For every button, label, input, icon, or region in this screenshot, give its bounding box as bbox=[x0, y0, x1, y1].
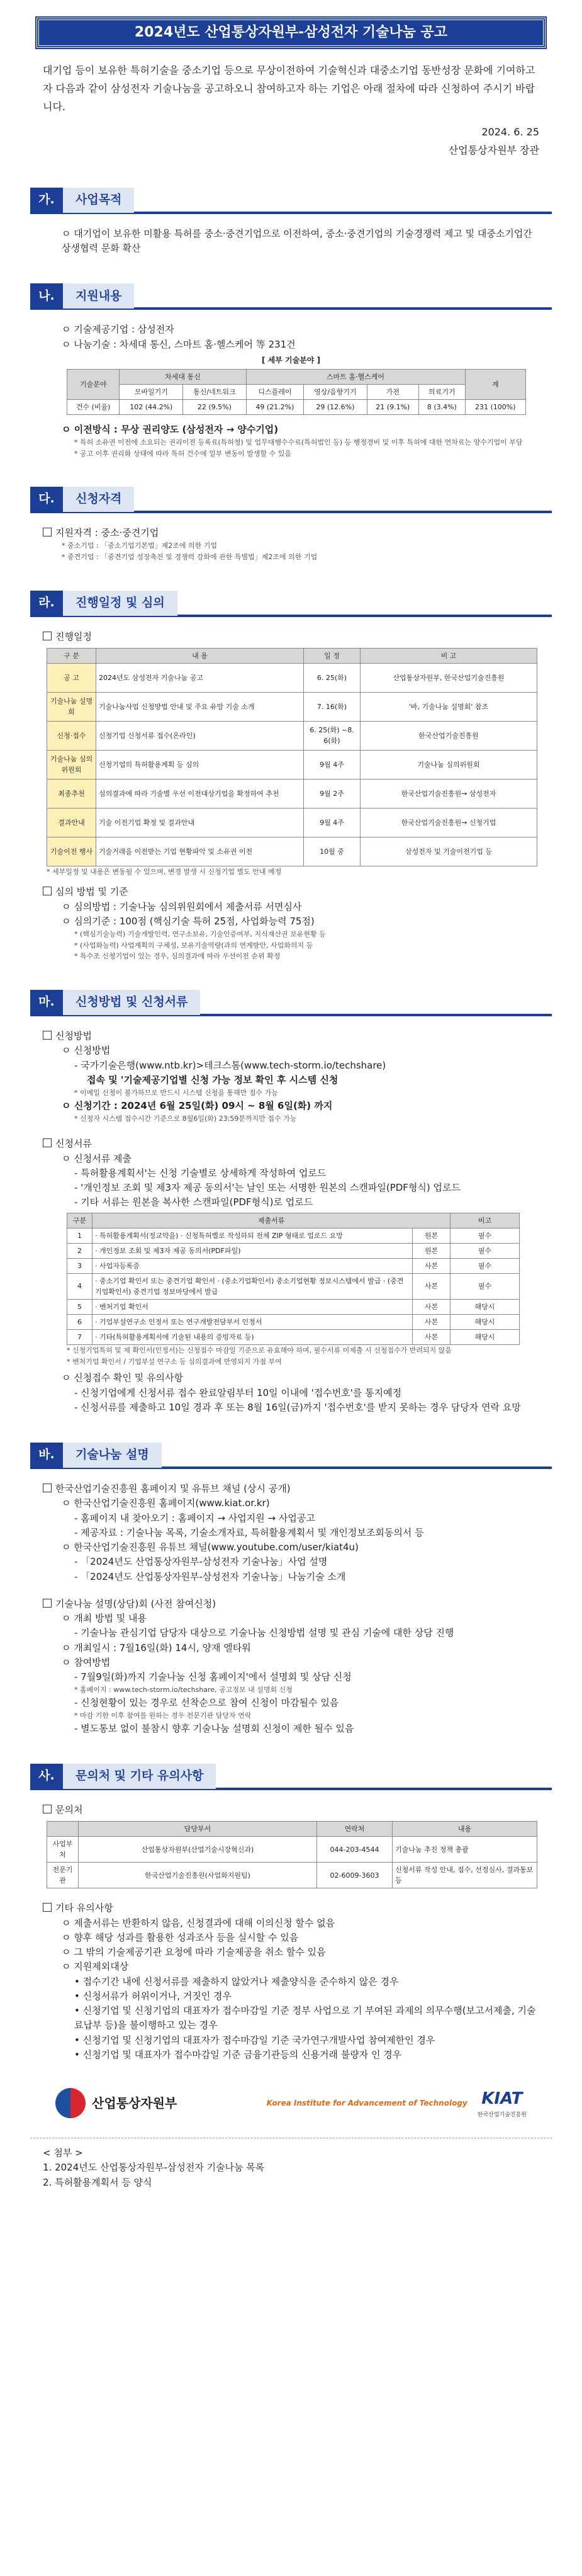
eligibility-note: * 중소기업 : 「중소기업기본법」제2조에 의한 기업 bbox=[62, 542, 217, 550]
section-number: 마. bbox=[30, 990, 63, 1015]
section-briefing bbox=[30, 1444, 552, 1469]
review-item: ㅇ 심의방법 : 기술나눔 심의위원회에서 제출서류 서면심사 bbox=[62, 900, 302, 912]
doc-name: · 기업부설연구소 인정서 또는 연구개발전담부서 인정서 bbox=[92, 1315, 413, 1330]
step-label: 기술나눔 설명회 bbox=[47, 692, 96, 721]
th-cell: 내용 bbox=[393, 1822, 537, 1837]
section-number: 가. bbox=[30, 188, 63, 213]
section-label: 신청방법 및 신청서류 bbox=[63, 990, 200, 1015]
caution-item: ㅇ 향후 해당 성과를 활용한 성과조사 등을 실시할 수 있음 bbox=[62, 1931, 299, 1943]
caution-item: • 신청기업 및 신청기업의 대표자가 접수마감일 기준 정부 사업으로 기 부여된 과제의 의무수행(보고서제출, 기술료납부 등)을 불이행하고 있는 경우 bbox=[74, 2005, 536, 2031]
doc-req: 해당시 bbox=[450, 1330, 520, 1345]
th-total: 계 bbox=[465, 369, 525, 399]
th-sub: 모바일기기 bbox=[120, 384, 183, 399]
kiat-logo bbox=[267, 2086, 527, 2120]
doc-req: 해당시 bbox=[450, 1299, 520, 1314]
section-label: 신청자격 bbox=[63, 487, 134, 512]
kiat-slogan: Korea Institute for Advancement of Technology bbox=[266, 2098, 467, 2108]
th-sub: 영상/음향기기 bbox=[304, 384, 367, 399]
transfer-line: ㅇ 이전방식 : 무상 권리양도 (삼성전자 → 양수기업) bbox=[62, 423, 279, 435]
section-schedule bbox=[30, 592, 552, 617]
signer: 산업통상자원부 장관 bbox=[448, 144, 539, 157]
doc-type: 원본 bbox=[413, 1228, 450, 1243]
section-label: 문의처 및 기타 유의사항 bbox=[63, 1764, 216, 1789]
step-note: 삼성전자 및 기술이전기업 등 bbox=[361, 837, 537, 866]
doc-name: · 중소기업 확인서 또는 중견기업 확인서 · (중소기업확인서) 중소기업현황 정보시스템에서 발급 · (중견기업확인서) 중견기업 정보마당에서 발급 bbox=[92, 1273, 413, 1299]
section-number: 다. bbox=[30, 487, 63, 512]
doc-name: · 특허활용계획서(정교약을) · 신청특허별로 작성하되 전체 ZIP 형태로 업로드 요망 bbox=[92, 1228, 413, 1243]
section-number: 바. bbox=[30, 1443, 63, 1468]
step-date: 6. 25(화) ~8. 6(화) bbox=[304, 721, 361, 750]
seminar-item: - 7월9일(화)까지 기술나눔 신청 홈페이지'에서 설명회 및 상담 신청 bbox=[74, 1671, 352, 1683]
contact-type: 전문기관 bbox=[47, 1863, 79, 1888]
schedule-table bbox=[47, 648, 537, 866]
kiat-wordmark: KIAT bbox=[481, 2089, 523, 2109]
th-cell: 비고 bbox=[450, 1213, 520, 1228]
seminar-item: - 기술나눔 관심기업 담당자 대상으로 기술나눔 신청방법 설명 및 관심 기술에 대한 상담 진행 bbox=[74, 1627, 454, 1639]
support-note: * 특허 소유권 이전에 소요되는 권리이전 등록료(특허청) 및 업무대행수수료(특허법인 등) 등 행정경비 및 이후 특허에 대한 연차료는 양수기업이 부담 bbox=[74, 438, 523, 446]
step-date: 7. 16(화) bbox=[304, 692, 361, 721]
step-note: 기술나눔 심의위원회 bbox=[361, 750, 537, 779]
th-nextgen: 차세대 통신 bbox=[120, 369, 246, 384]
docs-submit: ㅇ 신청서류 제출 bbox=[62, 1152, 132, 1164]
step-note: 산업통상자원부, 한국산업기술진흥원 bbox=[361, 663, 537, 692]
doc-no: 2 bbox=[67, 1243, 92, 1258]
square-bullet-icon bbox=[43, 528, 52, 536]
receipt-head: ㅇ 신청접수 확인 및 유의사항 bbox=[62, 1372, 183, 1384]
step-label: 신청·접수 bbox=[47, 721, 96, 750]
briefing-item: ㅇ 한국산업기술진흥원 홈페이지(www.kiat.or.kr) bbox=[62, 1497, 270, 1509]
section-number: 사. bbox=[30, 1764, 63, 1789]
section-label: 사업목적 bbox=[63, 188, 134, 213]
contact-dept: 산업통상자원부(산업기술시장혁신과) bbox=[79, 1837, 317, 1863]
attach-head: < 첨부 > bbox=[43, 2147, 83, 2159]
caution-item: ㅇ 지원제외대상 bbox=[62, 1961, 129, 1973]
purpose-text: ㅇ 대기업이 보유한 미활용 특허를 중소·중견기업으로 이전하여, 중소·중견기업의 기술경쟁력 제고 및 대중소기업간 상생협력 문화 확산 bbox=[62, 227, 532, 254]
review-note: * (사업화능력) 사업계획의 구체성, 보유기술역량(과의 연계방안, 사업화의지 등 bbox=[74, 941, 313, 950]
contact-type: 사업부처 bbox=[47, 1837, 79, 1863]
donor-line: ㅇ 기술제공기업 : 삼성전자 bbox=[62, 324, 174, 336]
receipt-item: - 신청기업에게 신청서류 접수 완료알림부터 10일 이내에 '접수번호'를 통지예정 bbox=[74, 1387, 402, 1399]
eligibility-note: * 중견기업 : 「중견기업 성장촉진 및 경쟁력 강화에 관한 특별법」제2조에 의한 기업 bbox=[62, 553, 318, 561]
th-cell: 구 분 bbox=[47, 648, 96, 663]
doc-name: · 기타(특허활용계획서에 기술된 내용의 증빙자료 등) bbox=[92, 1330, 413, 1345]
contact-phone[interactable]: 044-203-4544 bbox=[317, 1837, 393, 1863]
doc-type: 사본 bbox=[413, 1315, 450, 1330]
caution-item: • 신청서류가 허위이거나, 거짓인 경우 bbox=[74, 1990, 232, 2002]
count-cell: 102 (44.2%) bbox=[120, 399, 183, 414]
step-content: 기술나눔사업 신청방법 안내 및 주요 유망 기술 소개 bbox=[96, 692, 304, 721]
row-label: 건수 (비율) bbox=[67, 399, 120, 414]
step-label: 최종추천 bbox=[47, 779, 96, 808]
square-bullet-icon bbox=[43, 1484, 52, 1492]
th-cell: 내 용 bbox=[96, 648, 304, 663]
th-field: 기술분야 bbox=[67, 369, 120, 399]
th-cell: 비 고 bbox=[361, 648, 537, 663]
briefing-item: - 제공자료 : 기술나눔 목록, 기술소개자료, 특허활용계획서 및 개인정보조회동의서 등 bbox=[74, 1526, 424, 1538]
doc-req: 필수 bbox=[450, 1228, 520, 1243]
apply-method: ㅇ 신청방법 bbox=[62, 1045, 111, 1057]
square-bullet-icon bbox=[43, 1805, 52, 1813]
square-bullet-icon bbox=[43, 887, 52, 895]
docs-table bbox=[67, 1213, 520, 1345]
doc-req: 필수 bbox=[450, 1258, 520, 1273]
kiat-subname: 한국산업기술진흥원 bbox=[477, 2112, 527, 2119]
th-cell: 일 정 bbox=[304, 648, 361, 663]
apply-system-text: 접속 및 '기술제공기업별 신청 가능 정보 확인 후 시스템 신청 bbox=[87, 1074, 339, 1086]
contact-phone[interactable]: 02-6009-3603 bbox=[317, 1863, 393, 1888]
section-number: 나. bbox=[30, 283, 63, 309]
seminar-item: ㅇ 개최 방법 및 내용 bbox=[62, 1613, 147, 1625]
square-bullet-icon bbox=[43, 632, 52, 640]
briefing-item: - 홈페이지 내 찾아오기 : 홈페이지 → 사업지원 → 사업공고 bbox=[74, 1512, 315, 1524]
review-note: * (핵심기술능력) 기술개발인력, 연구소보유, 기술인증여부, 지식재산권 보유현황 등 bbox=[74, 930, 326, 939]
count-cell: 8 (3.4%) bbox=[419, 399, 465, 414]
step-label: 결과안내 bbox=[47, 808, 96, 837]
contact-head: 문의처 bbox=[43, 1803, 564, 1817]
step-content: 기술 이전기업 확정 및 결과안내 bbox=[96, 808, 304, 837]
review-note: * 특수조 신청기업이 있는 경우, 심의결과에 따라 우선이전 순위 확정 bbox=[74, 952, 281, 961]
seminar-item: - 별도통보 없이 불참시 향후 기술나눔 설명회 신청이 제한 될수 있음 bbox=[74, 1722, 354, 1734]
step-note: 한국산업기술진흥원→ 삼성전자 bbox=[361, 779, 537, 808]
th-cell: 담당부서 bbox=[79, 1822, 317, 1837]
section-label: 기술나눔 설명 bbox=[63, 1443, 162, 1468]
docs-note: * 신청기업특허 및 제 확인서(인정서)는 신청접수 마감일 기준으로 유효해야 하며, 필수서류 미제출 시 신청접수가 반려되지 않음 bbox=[67, 1346, 452, 1355]
step-content: 2024년도 삼성전자 기술나눔 공고 bbox=[96, 663, 304, 692]
schedule-head: 진행일정 bbox=[43, 630, 564, 644]
apply-period: ㅇ 신청기간 : 2024년 6월 25일(화) 09시 ~ 8월 6일(화) 까지 bbox=[62, 1099, 333, 1111]
caution-item: • 신청기업 및 신청기업의 대표자가 접수마감일 기준 국가연구개발사업 참여제한인 경우 bbox=[74, 2034, 435, 2046]
step-date: 9월 4주 bbox=[304, 808, 361, 837]
step-label: 기술이전 행사 bbox=[47, 837, 96, 866]
doc-name: · 사업자등록증 bbox=[92, 1258, 413, 1273]
doc-no: 1 bbox=[67, 1228, 92, 1243]
square-bullet-icon bbox=[43, 1138, 52, 1147]
step-date: 9월 4주 bbox=[304, 750, 361, 779]
section-label: 진행일정 및 심의 bbox=[63, 591, 177, 616]
footer-logos bbox=[55, 2081, 527, 2125]
caution-item: • 신청기업 및 대표자가 접수마감일 기준 금융기관등의 신용거래 불량자 인 경우 bbox=[74, 2048, 402, 2060]
briefing-item: - 「2024년도 산업통상자원부-삼성전자 기술나눔」사업 설명 bbox=[74, 1556, 328, 1568]
briefing-item: - 「2024년도 산업통상자원부-삼성전자 기술나눔」나눔기술 소개 bbox=[74, 1570, 346, 1582]
apply-note: * 이메일 신청이 불가하므로 반드시 시스템 신청을 통해만 접수 가능 bbox=[74, 1089, 278, 1098]
step-content: 기술거래을 이전받는 기업 현황파악 및 소유권 이전 bbox=[96, 837, 304, 866]
doc-no: 4 bbox=[67, 1273, 92, 1299]
doc-no: 5 bbox=[67, 1299, 92, 1314]
tech-table-title: [ 세부 기술분야 ] bbox=[261, 355, 321, 365]
section-number: 라. bbox=[30, 591, 63, 616]
taegeuk-icon bbox=[55, 2088, 86, 2118]
ministry-logo bbox=[55, 2088, 177, 2118]
docs-head: 신청서류 bbox=[43, 1137, 564, 1151]
section-purpose bbox=[30, 189, 552, 214]
step-note: 한국산업기술진흥원 bbox=[361, 721, 537, 750]
th-sub: 가전 bbox=[367, 384, 419, 399]
contact-desc: 기술나눔 추진 정책 총괄 bbox=[393, 1837, 537, 1863]
doc-req: 해당시 bbox=[450, 1315, 520, 1330]
apply-link-text[interactable]: - 국가기술은행(www.ntb.kr)>테크스톰(www.tech-storm.io/techshare) bbox=[74, 1059, 386, 1071]
briefing-item: ㅇ 한국산업기술진흥원 유튜브 채널(www.youtube.com/user/kiat4u) bbox=[62, 1541, 359, 1553]
doc-type: 사본 bbox=[413, 1273, 450, 1299]
attach-item: 1. 2024년도 산업통상자원부-삼성전자 기술나눔 목록 bbox=[43, 2162, 265, 2174]
count-cell: 21 (9.1%) bbox=[367, 399, 419, 414]
doc-no: 3 bbox=[67, 1258, 92, 1273]
caution-item: • 접수기간 내에 신청서류를 제출하지 않았거나 제출양식을 준수하지 않은 경우 bbox=[74, 1975, 399, 1987]
seminar-item: - 신청현황이 있는 경우로 선착순으로 참여 신청이 마감될수 있음 bbox=[74, 1696, 339, 1708]
th-sub: 의료기기 bbox=[419, 384, 465, 399]
doc-no: 7 bbox=[67, 1330, 92, 1345]
seminar-note: * 마감 기한 이후 참여를 원하는 경우 전문기관 담당자 연락 bbox=[74, 1711, 252, 1720]
caution-head: 기타 유의사항 bbox=[43, 1901, 564, 1915]
section-support bbox=[30, 285, 552, 310]
briefing-head: 한국산업기술진흥원 홈페이지 및 유튜브 채널 (상시 공개) bbox=[43, 1482, 564, 1496]
review-item: ㅇ 심의기준 : 100점 (핵심기술 특허 25점, 사업화능력 75점) bbox=[62, 915, 315, 927]
th-cell: 구분 bbox=[67, 1213, 92, 1228]
doc-req: 필수 bbox=[450, 1273, 520, 1299]
doc-type: 원본 bbox=[413, 1243, 450, 1258]
ministry-name: 산업통상자원부 bbox=[92, 2095, 177, 2111]
eligibility-head: 지원자격 : 중소·중견기업 bbox=[43, 526, 564, 540]
count-cell: 49 (21.2%) bbox=[246, 399, 304, 414]
th-sub: 통신/네트워크 bbox=[183, 384, 246, 399]
caution-item: ㅇ 그 밖의 기술제공기관 요청에 따라 기술제공을 취소 할수 있음 bbox=[62, 1946, 326, 1958]
step-note: '바, 기술나눔 설명회' 참조 bbox=[361, 692, 537, 721]
section-application bbox=[30, 991, 552, 1016]
page-title: 2024년도 산업통상자원부-삼성전자 기술나눔 공고 bbox=[36, 18, 546, 48]
step-content: 신청기업의 특허활용계획 등 심의 bbox=[96, 750, 304, 779]
field-line: ㅇ 나눔기술 : 차세대 통신, 스마트 홈·헬스케어 等 231건 bbox=[62, 338, 296, 350]
docs-item: - 특허활용계획서'는 신청 기술별로 상세하게 작성하여 업로드 bbox=[74, 1167, 327, 1179]
docs-item: - '개인정보 조회 및 제3자 제공 동의서'는 날인 또는 서명한 원본의 스캔파일(PDF형식) 업로드 bbox=[74, 1182, 461, 1194]
doc-name: · 개인정보 조회 및 제3자 제공 동의서(PDF파일) bbox=[92, 1243, 413, 1258]
seminar-head: 기술나눔 설명(상담)회 (사전 참여신청) bbox=[43, 1597, 564, 1611]
notice-date: 2024. 6. 25 bbox=[481, 126, 539, 139]
docs-item: - 기타 서류는 원본을 복사한 스캔파일(PDF형식)로 업로드 bbox=[74, 1196, 313, 1208]
doc-name: · 벤처기업 확인서 bbox=[92, 1299, 413, 1314]
apply-period-note: * 신청자 시스템 접수시간 기준으로 8월6일(화) 23:59분까지만 접수 가능 bbox=[74, 1114, 297, 1123]
doc-no: 6 bbox=[67, 1315, 92, 1330]
doc-type: 사본 bbox=[413, 1258, 450, 1273]
doc-type: 사본 bbox=[413, 1330, 450, 1345]
step-label: 공 고 bbox=[47, 663, 96, 692]
attach-item: 2. 특허활용계획서 등 양식 bbox=[43, 2176, 152, 2188]
step-date: 9월 2주 bbox=[304, 779, 361, 808]
step-date: 6. 25(화) bbox=[304, 663, 361, 692]
receipt-item: - 신청서류를 제출하고 10일 경과 후 또는 8월 16일(금)까지 '접수번호'를 받지 못하는 경우 담당자 연락 요망 bbox=[74, 1401, 521, 1413]
schedule-note: * 세부일정 및 내용은 변동될 수 있으며, 변경 발생 시 신청기업 별도 안내 예정 bbox=[47, 867, 282, 876]
th-cell: 연락처 bbox=[317, 1822, 393, 1837]
section-eligibility bbox=[30, 488, 552, 513]
square-bullet-icon bbox=[43, 1031, 52, 1040]
section-contact bbox=[30, 1765, 552, 1790]
count-cell: 231 (100%) bbox=[465, 399, 525, 414]
seminar-item: ㅇ 참여방법 bbox=[62, 1656, 111, 1668]
step-note: 한국산업기술진흥원→ 신청기업 bbox=[361, 808, 537, 837]
contact-table bbox=[47, 1821, 537, 1888]
tech-field-table bbox=[67, 369, 526, 415]
square-bullet-icon bbox=[43, 1599, 52, 1608]
square-bullet-icon bbox=[43, 1903, 52, 1912]
th-smart: 스마트 홈·헬스케어 bbox=[246, 369, 465, 384]
contact-desc: 신청서류 작성 안내, 접수, 선정심사, 결과통보 등 bbox=[393, 1863, 537, 1888]
step-label: 기술나눔 심의위원회 bbox=[47, 750, 96, 779]
count-cell: 29 (12.6%) bbox=[304, 399, 367, 414]
step-content: 신청기업 신청서류 접수(온라인) bbox=[96, 721, 304, 750]
step-date: 10월 중 bbox=[304, 837, 361, 866]
th-cell bbox=[47, 1822, 79, 1837]
contact-dept: 한국산업기술진흥원(사업화지원팀) bbox=[79, 1863, 317, 1888]
doc-req: 필수 bbox=[450, 1243, 520, 1258]
doc-type: 사본 bbox=[413, 1299, 450, 1314]
docs-note: * 벤처기업 확인서 / 기업부설 연구소 등 심의결과에 반영되지 가점 부여 bbox=[67, 1357, 282, 1366]
caution-item: ㅇ 제출서류는 반환하지 않음, 신청결과에 대해 이의신청 할수 없음 bbox=[62, 1917, 335, 1929]
section-label: 지원내용 bbox=[63, 283, 134, 309]
count-cell: 22 (9.5%) bbox=[183, 399, 246, 414]
seminar-item: ㅇ 개최일시 : 7월16일(화) 14시, 양재 엘타워 bbox=[62, 1642, 251, 1654]
th-sub: 디스플레이 bbox=[246, 384, 304, 399]
review-head: 심의 방법 및 기준 bbox=[43, 885, 564, 899]
seminar-note: * 홈페이지 : www.tech-storm.io/techshare, 공고정보 내 설명회 신청 bbox=[74, 1686, 293, 1694]
intro-text: 대기업 등이 보유한 특허기술을 중소기업 등으로 무상이전하여 기술혁신과 대중소기업 동반성장 문화에 기여하고자 다음과 같이 삼성전자 기술나눔을 공고하오니 참여하고자 하는 기업은 아래 절차에 따라 신청하여 주시기 바랍니다. bbox=[43, 64, 535, 113]
step-content: 심의결과에 따라 기술별 우선 이전대상기업을 확정하여 추천 bbox=[96, 779, 304, 808]
th-cell: 제출서류 bbox=[92, 1213, 450, 1228]
apply-head: 신청방법 bbox=[43, 1029, 564, 1043]
support-note: * 공고 이후 권리화 상태에 따라 특허 건수에 일부 변동이 발생할 수 있음 bbox=[74, 449, 291, 458]
